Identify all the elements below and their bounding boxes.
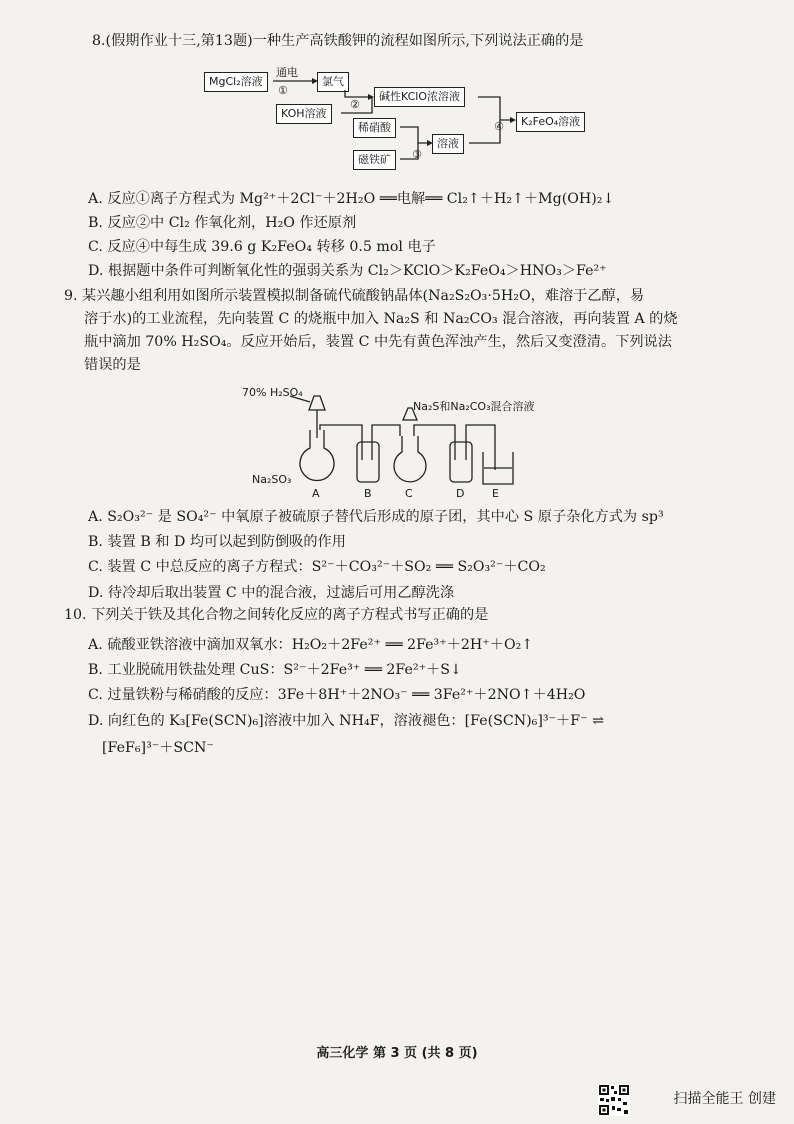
qr-pattern — [598, 1084, 630, 1116]
box-kclo: 碱性KClO浓溶液 — [374, 87, 465, 107]
tag-step2: ② — [350, 98, 360, 111]
bottle-d — [450, 442, 472, 482]
q10-option-a: A. 硫酸亚铁溶液中滴加双氧水：H₂O₂＋2Fe²⁺ ══ 2Fe³⁺＋2H⁺＋O₂↑ — [88, 637, 534, 653]
q9-option-a: A. S₂O₃²⁻ 是 SO₄²⁻ 中氧原子被硫原子替代后形成的原子团，其中心 S 原子杂化方式为 sp³ — [88, 509, 664, 525]
label-b: B — [364, 487, 372, 500]
qr-code-icon — [598, 1084, 630, 1116]
box-solution: 溶液 — [432, 134, 464, 154]
label-a: A — [312, 487, 320, 500]
q8-option-b: B. 反应②中 Cl₂ 作氧化剂，H₂O 作还原剂 — [88, 215, 357, 231]
label-d: D — [456, 487, 465, 500]
q10-option-c: C. 过量铁粉与稀硝酸的反应：3Fe＋8H⁺＋2NO₃⁻ ══ 3Fe²⁺＋2NO↑＋4H₂O — [88, 687, 586, 703]
q10-option-d-continued: [FeF₆]³⁻＋SCN⁻ — [102, 740, 214, 756]
box-magnetite: 磁铁矿 — [353, 150, 396, 170]
label-reagent-c: Na₂S和Na₂CO₃混合溶液 — [413, 400, 535, 413]
label-reagent-a: Na₂SO₃ — [252, 473, 292, 486]
q9-option-c: C. 装置 C 中总反应的离子方程式：S²⁻＋CO₃²⁻＋SO₂ ══ S₂O₃²⁻＋CO₂ — [88, 559, 546, 575]
q9-stem-line-4: 错误的是 — [84, 357, 141, 373]
flask-c — [394, 436, 426, 482]
q10-stem: 10. 下列关于铁及其化合物之间转化反应的离子方程式书写正确的是 — [64, 607, 489, 623]
page-footer: 高三化学 第 3 页 (共 8 页) — [316, 1046, 478, 1061]
q8-option-a: A. 反应①离子方程式为 Mg²⁺＋2Cl⁻＋2H₂O ══电解══ Cl₂↑＋H₂↑＋Mg(OH)₂↓ — [88, 191, 615, 207]
tag-electrolysis: 通电 — [276, 66, 298, 79]
box-chlorine: 氯气 — [317, 72, 349, 92]
q9-stem-line-2: 溶于水)的工业流程，先向装置 C 的烧瓶中加入 Na₂S 和 Na₂CO₃ 混合溶液，再向装置 A 的烧 — [84, 311, 678, 327]
funnel-c — [403, 408, 417, 420]
funnel-a — [309, 396, 325, 410]
box-koh: KOH溶液 — [276, 104, 332, 124]
q9-stem-line-1: 9. 某兴趣小组利用如图所示装置模拟制备硫代硫酸钠晶体(Na₂S₂O₃·5H₂O，难溶于乙醇，易 — [64, 288, 645, 304]
q10-option-d: D. 向红色的 K₃[Fe(SCN)₆]溶液中加入 NH₄F，溶液褪色：[Fe(SCN)₆]³⁻＋F⁻ ⇌ — [88, 713, 604, 729]
q8-option-d: D. 根据题中条件可判断氧化性的强弱关系为 Cl₂＞KClO＞K₂FeO₄＞HNO₃＞Fe²⁺ — [88, 263, 607, 279]
label-c: C — [405, 487, 413, 500]
scanner-watermark: 扫描全能王 创建 — [673, 1091, 776, 1107]
tag-step3: ③ — [412, 148, 422, 161]
q9-stem-line-3: 瓶中滴加 70% H₂SO₄。反应开始后，装置 C 中先有黄色浑浊产生，然后又变澄清。下列说法 — [84, 334, 672, 350]
q9-option-b: B. 装置 B 和 D 均可以起到防倒吸的作用 — [88, 534, 346, 550]
q8-stem: 8.(假期作业十三,第13题)一种生产高铁酸钾的流程如图所示,下列说法正确的是 — [92, 33, 584, 49]
q10-option-b: B. 工业脱硫用铁盐处理 CuS：S²⁻＋2Fe³⁺ ══ 2Fe²⁺＋S↓ — [88, 662, 462, 678]
label-acid: 70% H₂SO₄ — [242, 386, 303, 399]
label-e: E — [492, 487, 499, 500]
box-product: K₂FeO₄溶液 — [516, 112, 585, 132]
tag-step1: ① — [278, 84, 288, 97]
apparatus-drawing — [0, 0, 794, 520]
bottle-b — [357, 442, 379, 482]
q9-option-d: D. 待冷却后取出装置 C 中的混合液，过滤后可用乙醇洗涤 — [88, 585, 455, 601]
q8-option-c: C. 反应④中每生成 39.6 g K₂FeO₄ 转移 0.5 mol 电子 — [88, 239, 436, 255]
tag-step4: ④ — [494, 120, 504, 133]
box-mgcl2: MgCl₂溶液 — [204, 72, 268, 92]
box-hno3: 稀硝酸 — [353, 118, 396, 138]
